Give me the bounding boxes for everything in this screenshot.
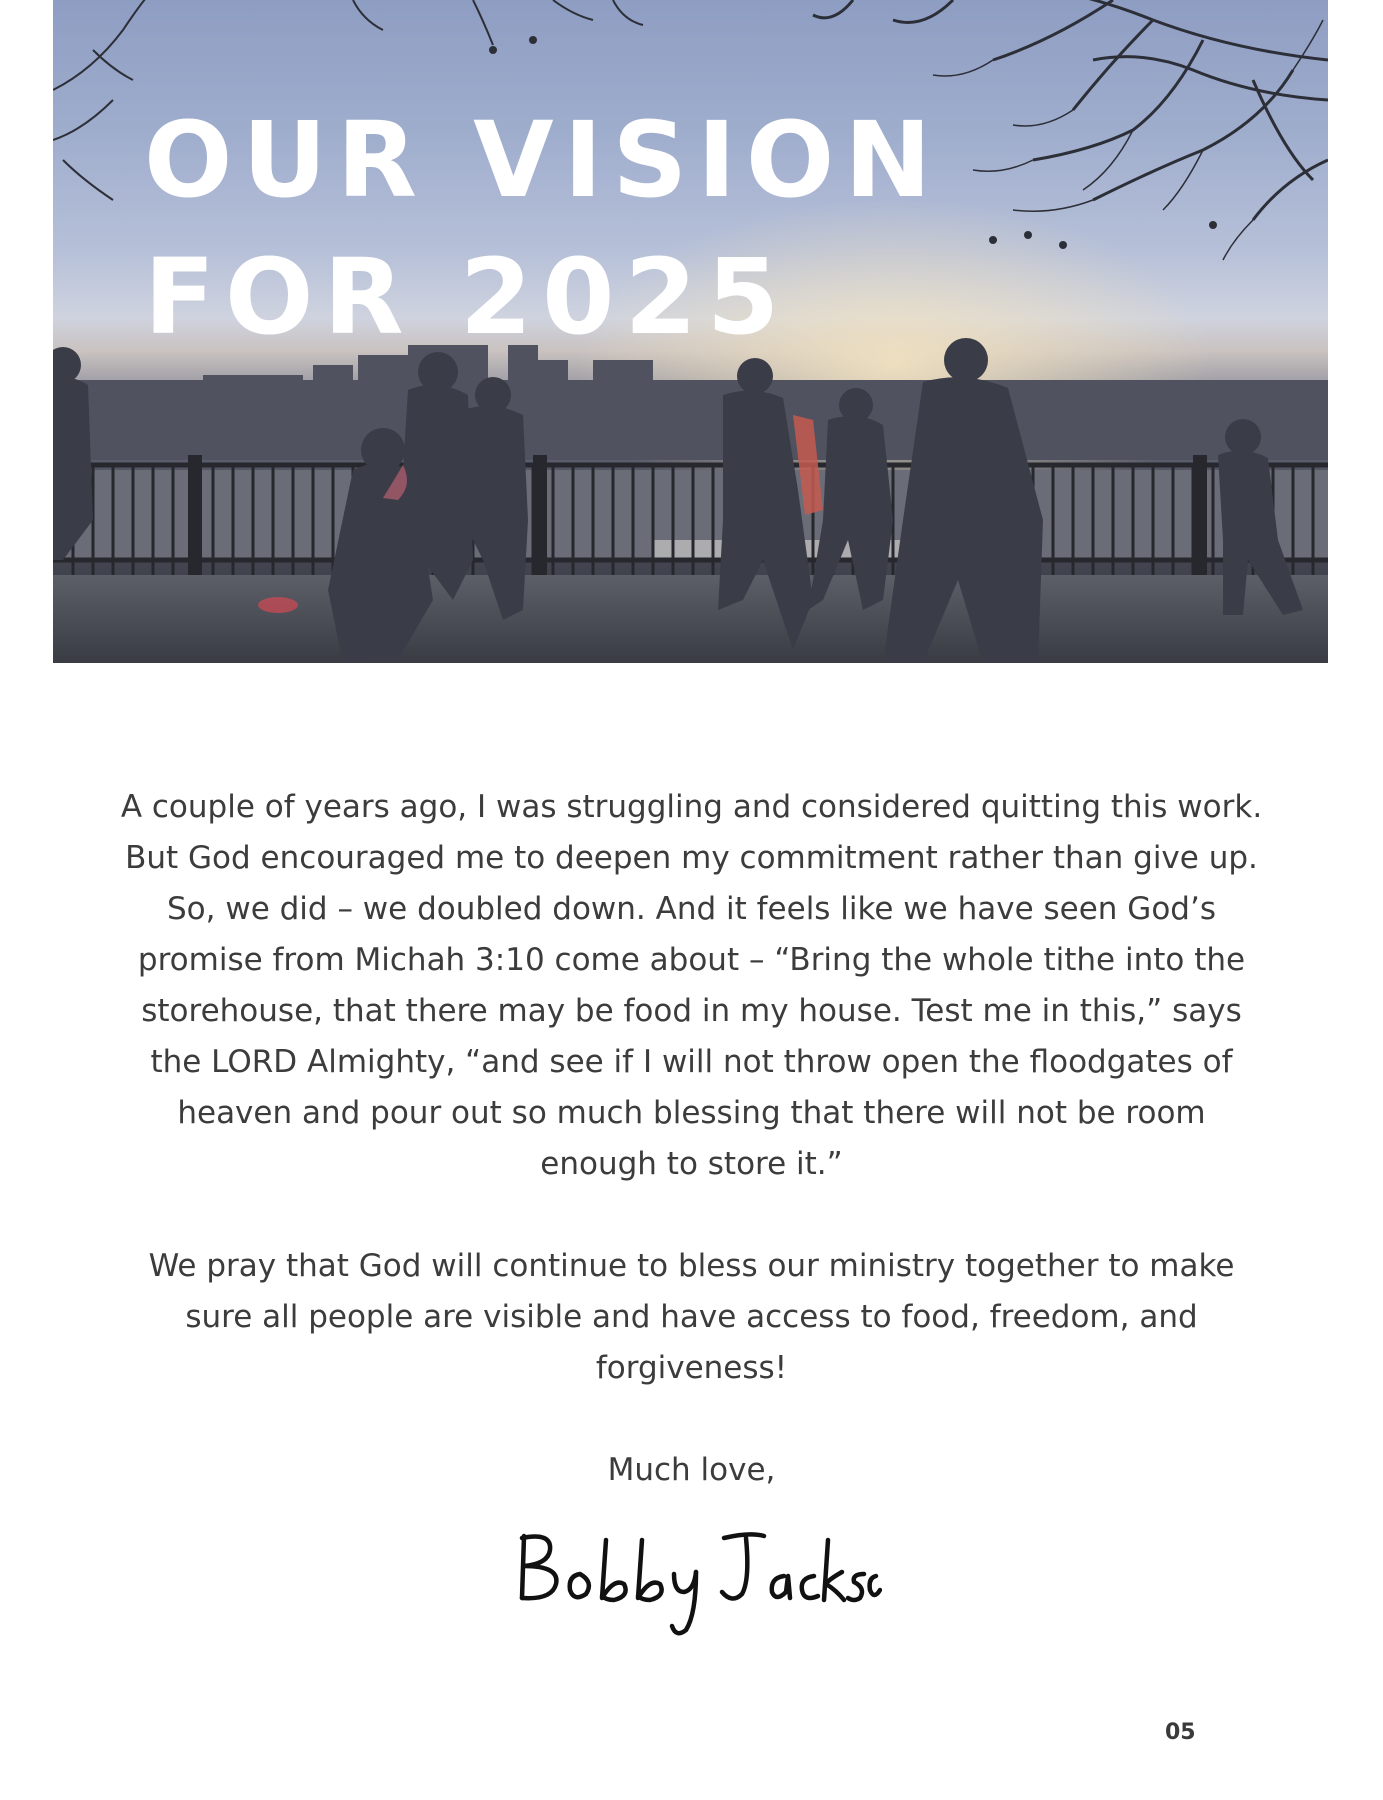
title-line-2: FOR 2025 [144,236,790,358]
paragraph-2: We pray that God will continue to bless our ministry together to make sure all people are visible and have access to food, freedom, and forgiveness! [148,1248,1235,1386]
closing-line: Much love, [607,1452,776,1488]
hero-photo [53,0,1328,663]
page-title [144,92,941,366]
title-line-1: OUR VISION [144,99,942,221]
paragraph-1: A couple of years ago, I was struggling and considered quitting this work. But God encouraged me to deepen my commitment rather than give up. So, we did – we doubled down. And it feels like we have seen God’s promise from Michah 3:10 come about – “Bring the whole tithe into the storehouse, that there may be food in my house. Test me in this,” says the LORD Almighty, “and see if I will not throw open the floodgates of heaven and pour out so much blessing that there will not be room enough to store it.” [120,789,1263,1182]
signature [0,1518,1383,1638]
letter-body [115,782,1268,1496]
handwritten-signature-icon [502,1518,882,1638]
page-number: 05 [1165,1720,1196,1745]
